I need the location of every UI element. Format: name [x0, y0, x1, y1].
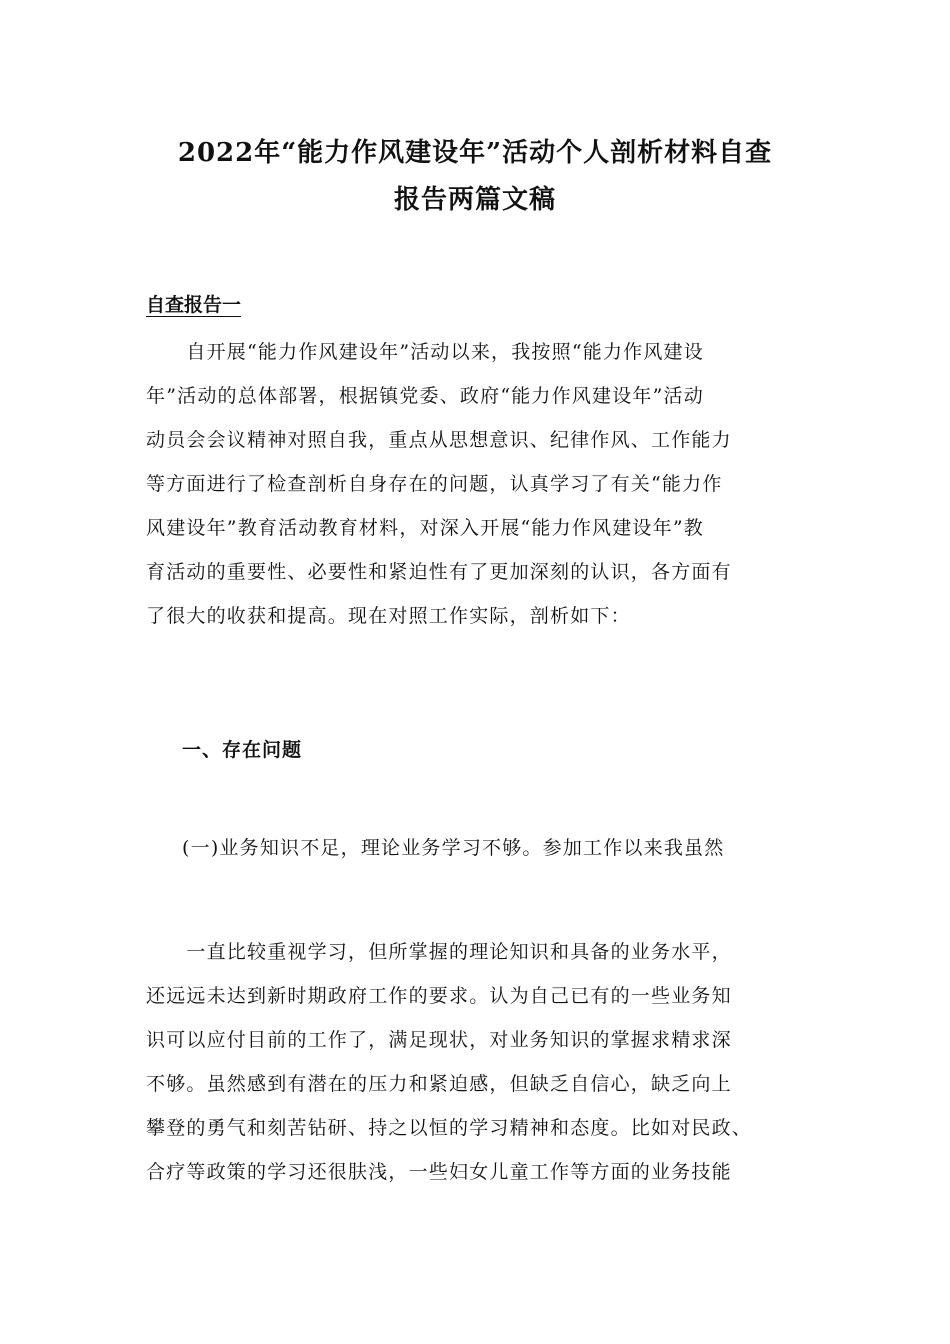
paragraph-line: 自开展“能力作风建设年”活动以来，我按照“能力作风建设 — [146, 341, 704, 363]
document-title-line-2: 报告两篇文稿 — [393, 185, 556, 215]
paragraph-line: 合疗等政策的学习还很肤浅，一些妇女儿童工作等方面的业务技能 — [146, 1161, 732, 1183]
paragraph-line: 动员会会议精神对照自我，重点从思想意识、纪律作风、工作能力 — [146, 429, 732, 451]
document-title-line-1: 2022年“能力作风建设年”活动个人剖析材料自查 — [177, 138, 773, 168]
paragraph-line: 年”活动的总体部署，根据镇党委、政府“能力作风建设年”活动 — [146, 385, 704, 407]
section-heading-report-one: 自查报告一 — [146, 294, 242, 316]
paragraph-line: 风建设年”教育活动教育材料，对深入开展“能力作风建设年”教 — [146, 517, 704, 539]
problem-item-one: (一)业务知识不足，理论业务学习不够。参加工作以来我虽然 — [182, 837, 725, 859]
intro-paragraph — [146, 330, 826, 638]
paragraph-line: 一直比较重视学习，但所掌握的理论知识和具备的业务水平， — [146, 941, 732, 963]
paragraph-line: 育活动的重要性、必要性和紧迫性有了更加深刻的认识，各方面有 — [146, 561, 732, 583]
paragraph-line: 攀登的勇气和刻苦钻研、持之以恒的学习精神和态度。比如对民政、 — [146, 1117, 753, 1139]
problems-heading: 一、存在问题 — [182, 739, 303, 761]
body-paragraph — [146, 930, 826, 1194]
paragraph-line: 不够。虽然感到有潜在的压力和紧迫感，但缺乏自信心，缺乏向上 — [146, 1073, 732, 1095]
paragraph-line: 了很大的收获和提高。现在对照工作实际，剖析如下： — [146, 605, 631, 627]
paragraph-line: 还远远未达到新时期政府工作的要求。认为自己已有的一些业务知 — [146, 985, 732, 1007]
paragraph-line: 等方面进行了检查剖析自身存在的问题，认真学习了有关“能力作 — [146, 473, 723, 495]
paragraph-line: 识可以应付目前的工作了，满足现状，对业务知识的掌握求精求深 — [146, 1029, 732, 1051]
